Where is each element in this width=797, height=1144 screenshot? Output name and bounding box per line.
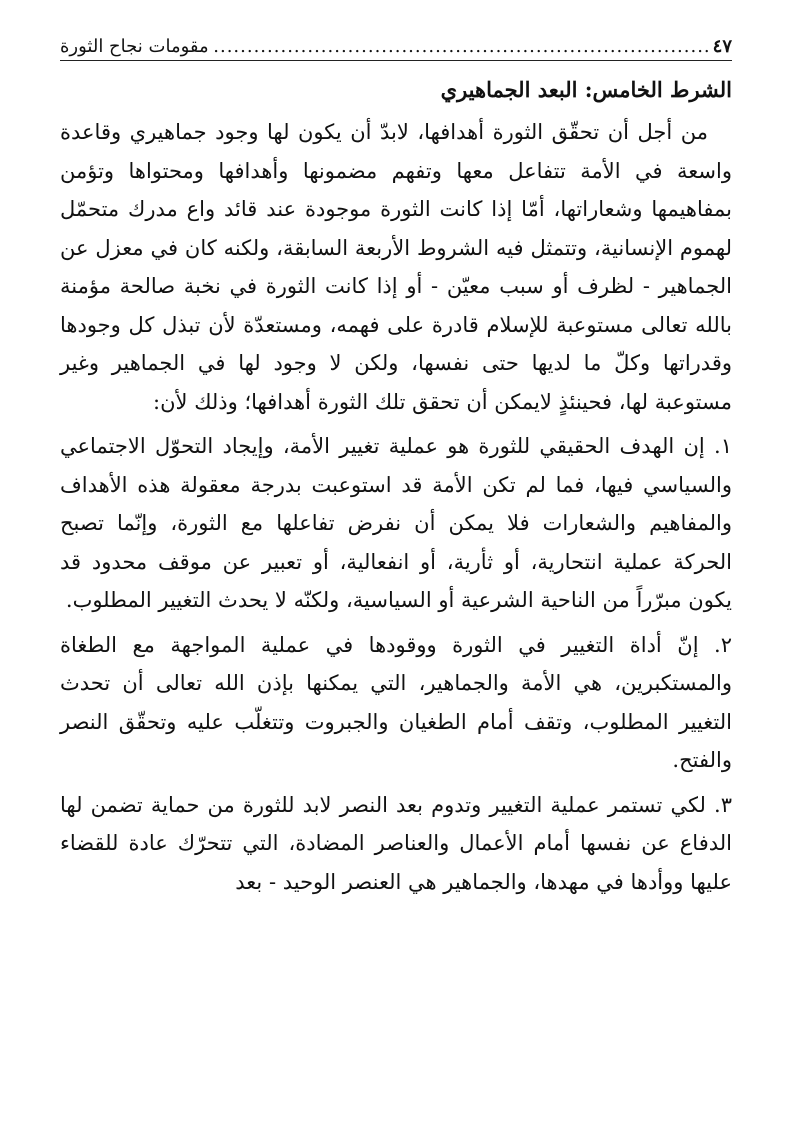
- list-item-1: ١. إن الهدف الحقيقي للثورة هو عملية تغيير الأمة، وإيجاد التحوّل الاجتماعي والسياسي فيها، فما لم تكن الأمة قد استوعبت بدرجة معقولة هذه الأهداف والمفاهيم والشعارات فلا يمكن أن نفرض تفاعلها مع الثورة، وإنّما تصبح الحركة عملية انتحارية، أو ثأرية، أو انفعالية، أو تعبير عن موقف محدود قد يكون مبرّراً من الناحية الشرعية أو السياسية، ولكنّه لا يحدث التغيير المطلوب.: [60, 434, 732, 612]
- section-heading: الشرط الخامس: البعد الجماهيري: [440, 77, 732, 102]
- book-title: مقومات نجاح الثورة: [60, 36, 209, 57]
- page-number: ٤٧: [712, 36, 732, 57]
- book-page: [60, 30, 732, 1130]
- running-header: [60, 30, 732, 61]
- header-leader-dots: [211, 36, 711, 58]
- list-item-2: ٢. إنّ أداة التغيير في الثورة ووقودها في عملية المواجهة مع الطغاة والمستكبرين، هي الأمة والجماهير، التي يمكنها بإذن الله تعالى أن تحدث التغيير المطلوب، وتقف أمام الطغيان والجبروت وتتغلّب عليه وتحقّق النصر والفتح.: [60, 632, 732, 772]
- list-item-3: ٣. لكي تستمر عملية التغيير وتدوم بعد النصر لابد للثورة من حماية تضمن لها الدفاع عن نفسها أمام الأعمال والعناصر المضادة، التي تتحرّك عادة للقضاء عليها ووأدها في مهدها، والجماهير هي العنصر الوحيد - بعد: [60, 792, 732, 894]
- intro-paragraph: من أجل أن تحقّق الثورة أهدافها، لابدّ أن يكون لها وجود جماهيري وقاعدة واسعة في الأمة تتفاعل معها وتفهم مضمونها وأهدافها ومحتواها وتؤمن بمفاهيمها وشعاراتها، أمّا إذا كانت الثورة موجودة عند قائد واع مدرك متحمّل لهموم الإنسانية، وتتمثل فيه الشروط الأربعة السابقة، ولكنه كان في معزل عن الجماهير - لظرف أو سبب معيّن - أو إذا كانت الثورة في نخبة صالحة مؤمنة بالله تعالى مستوعبة للإسلام قادرة على فهمه، ومستعدّة لأن تبذل كل وجودها وقدراتها وكلّ ما لديها حتى نفسها، ولكن لا وجود لها في الجماهير وغير مستوعبة لها، فحينئذٍ لايمكن أن تحقق تلك الثورة أهدافها؛ وذلك لأن:: [60, 120, 732, 414]
